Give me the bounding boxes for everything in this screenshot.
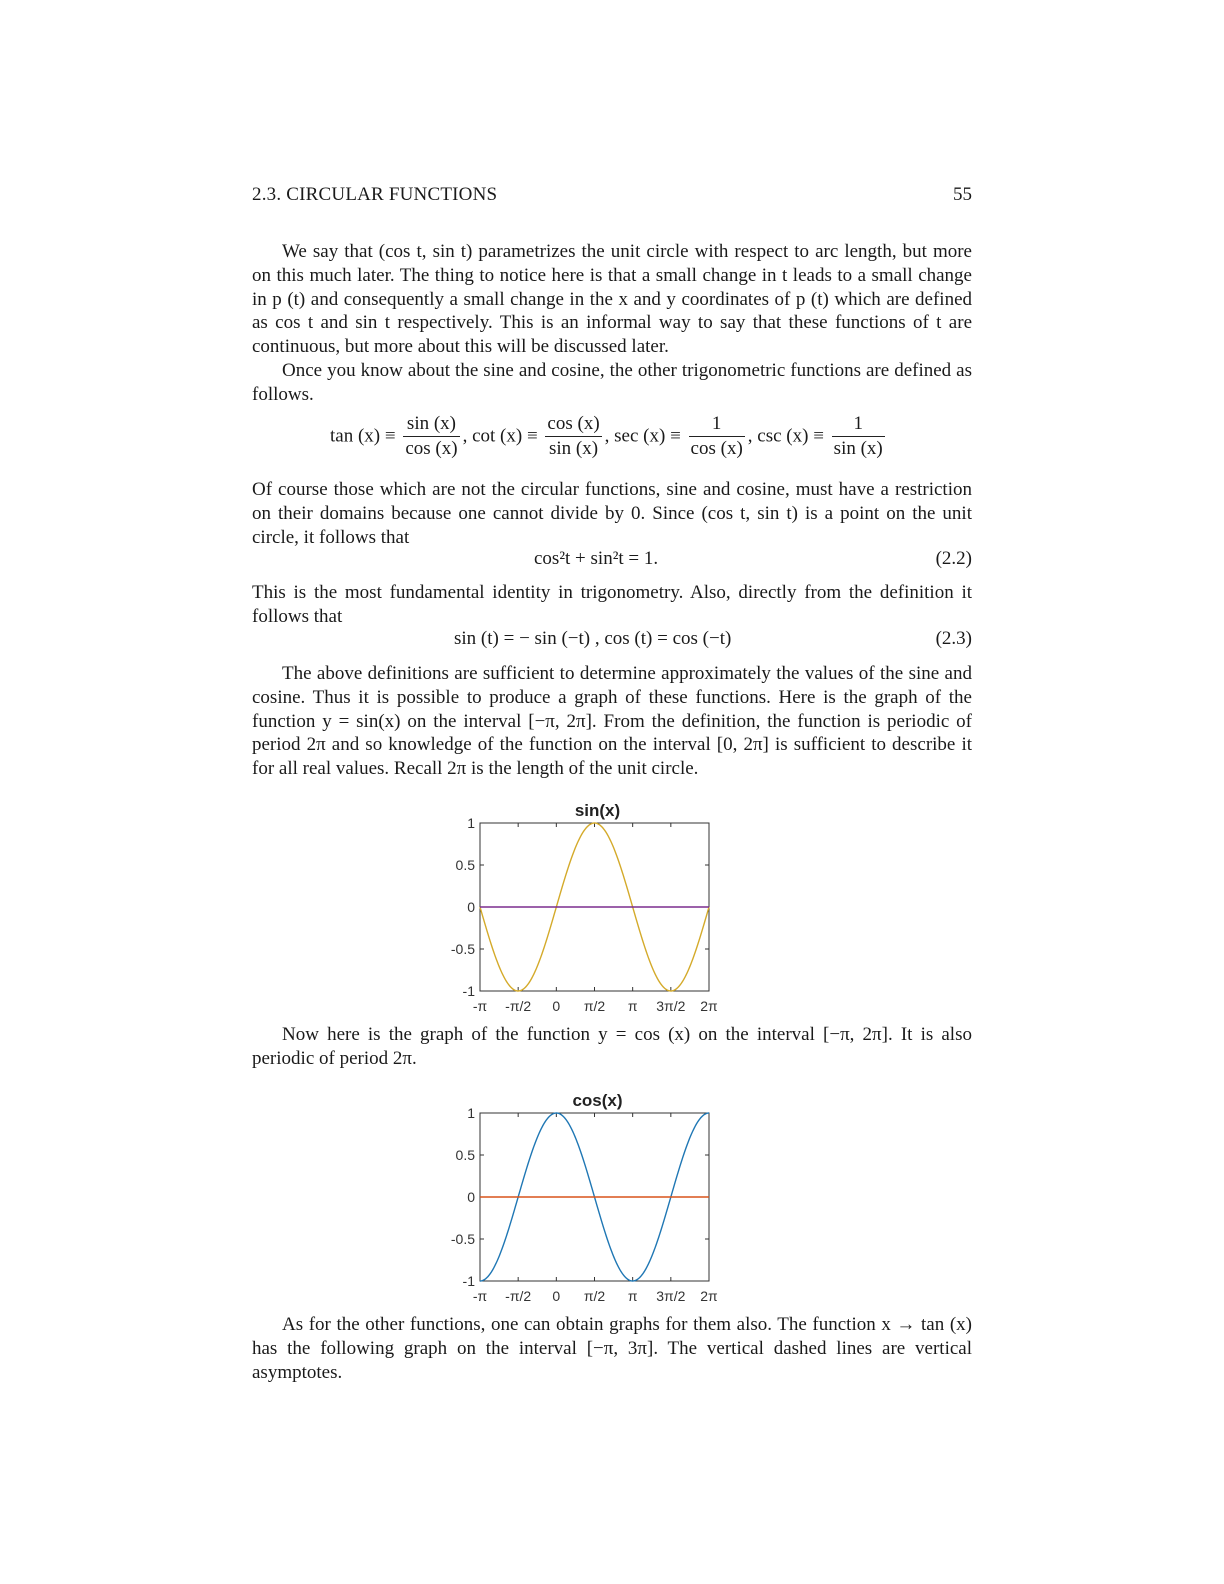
y-tick-label: -1 (462, 983, 475, 999)
section-title: 2.3. CIRCULAR FUNCTIONS (252, 184, 498, 205)
chart-title: cos(x) (572, 1091, 623, 1110)
y-tick-label: -1 (462, 1273, 475, 1289)
tan-numerator: sin (x) (403, 412, 459, 437)
cot-denominator: sin (x) (549, 438, 599, 459)
y-tick-label: 1 (467, 815, 475, 831)
csc-fraction (832, 412, 885, 461)
cot-fraction (545, 412, 601, 461)
x-tick-label: -π/2 (505, 1288, 532, 1304)
equation-2-3-body: sin (t) = − sin (−t) , cos (t) = cos (−t) (454, 628, 732, 649)
y-tick-label: -0.5 (450, 941, 475, 957)
csc-lhs: , csc (x) ≡ (747, 425, 824, 447)
y-tick-label: 0.5 (455, 857, 475, 873)
paragraph-2: Once you know about the sine and cosine, the other trigonometric functions are defined as follows. (252, 360, 972, 405)
y-tick-label: 0 (467, 1189, 475, 1205)
tan-lhs: tan (x) ≡ (330, 425, 396, 447)
tan-fraction (403, 412, 459, 461)
paragraph-3: Of course those which are not the circular functions, sine and cosine, must have a restriction on their domains because one cannot divide by 0. Since (cos t, sin t) is a point on the unit circle, it follows that (252, 479, 972, 548)
csc-numerator: 1 (832, 412, 885, 437)
chart-title: sin(x) (574, 801, 621, 820)
page-number: 55 (953, 184, 972, 205)
tan-denominator: cos (x) (405, 438, 458, 459)
x-tick-label: 0 (552, 998, 561, 1014)
sec-fraction (689, 412, 745, 461)
csc-denominator: sin (x) (833, 438, 883, 459)
sin-chart (430, 796, 750, 1024)
equation-2-2-body: cos²t + sin²t = 1. (534, 548, 659, 569)
cot-lhs: , cot (x) ≡ (462, 425, 538, 447)
trig-definitions (330, 412, 888, 472)
paragraph-7: As for the other functions, one can obtain graphs for them also. The function x → tan (x) has the following graph on the interval [−π, 3π]. The vertical dashed lines are vertical asymptotes. (252, 1314, 972, 1383)
equation-2-3 (252, 628, 972, 656)
equation-2-2 (252, 548, 972, 576)
paragraph-5: The above definitions are sufficient to determine approximately the values of the sine and cosine. Thus it is possible to produce a graph of these functions. Here is the graph of the function y = sin(x) on the interval [−π, 2π]. From the definition, the function is periodic of period 2π and so knowledge of the function on the interval [0, 2π] is sufficient to describe it for all real values. Recall 2π is the length of the unit circle. (252, 663, 972, 780)
x-tick-label: π/2 (583, 1288, 606, 1304)
x-tick-label: π/2 (583, 998, 606, 1014)
paragraph-6: Now here is the graph of the function y = cos (x) on the interval [−π, 2π]. It is also periodic of period 2π. (252, 1024, 972, 1069)
x-tick-label: 2π (700, 1288, 718, 1304)
cot-numerator: cos (x) (545, 412, 601, 437)
x-tick-label: 3π/2 (656, 998, 686, 1014)
x-tick-label: π (627, 1288, 638, 1304)
paragraph-4: This is the most fundamental identity in trigonometry. Also, directly from the definition it follows that (252, 582, 972, 627)
y-tick-label: -0.5 (450, 1231, 475, 1247)
x-tick-label: 3π/2 (656, 1288, 686, 1304)
x-tick-label: π (627, 998, 638, 1014)
x-tick-label: -π (472, 998, 488, 1014)
cos-chart (430, 1086, 750, 1314)
sec-numerator: 1 (689, 412, 745, 437)
equation-2-3-number: (2.3) (935, 628, 972, 649)
y-tick-label: 1 (467, 1105, 475, 1121)
running-header (252, 184, 972, 210)
y-tick-label: 0.5 (455, 1147, 475, 1163)
x-tick-label: -π (472, 1288, 488, 1304)
equation-2-2-number: (2.2) (935, 548, 972, 569)
sec-lhs: , sec (x) ≡ (604, 425, 681, 447)
paragraph-1: We say that (cos t, sin t) parametrizes the unit circle with respect to arc length, but more on this much later. The thing to notice here is that a small change in t leads to a small change in p (t) and consequently a small change in the x and y coordinates of p (t) which are defined as cos t and sin t respectively. This is an informal way to say that these functions of t are continuous, but more about this will be discussed later. (252, 241, 972, 358)
x-tick-label: 0 (552, 1288, 561, 1304)
y-tick-label: 0 (467, 899, 475, 915)
sec-denominator: cos (x) (690, 438, 743, 459)
x-tick-label: -π/2 (505, 998, 532, 1014)
x-tick-label: 2π (700, 998, 718, 1014)
